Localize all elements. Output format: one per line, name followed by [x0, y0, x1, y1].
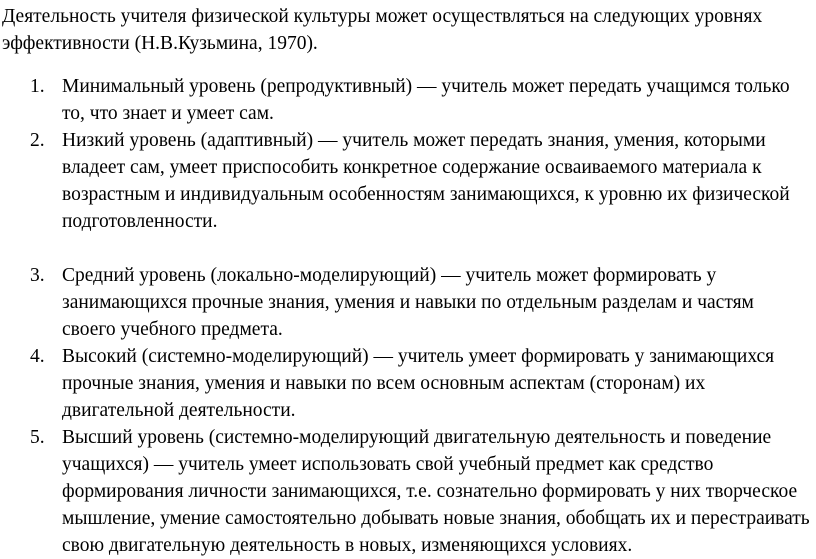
list-item-text: Высокий (системно-моделирующий) — учитель умеет формировать у занимающихся прочные знания, умения и навыки по всем основным аспектам (сторонам) их двигательной деятельности. [62, 346, 775, 421]
list-item-text: Средний уровень (локально-моделирующий) — учитель может формировать у занимающихся прочные знания, умения и навыки по отдельным разделам и частям своего учебного предмета. [62, 265, 754, 340]
efficiency-levels-list [0, 73, 812, 559]
list-item-number: 2. [30, 130, 45, 151]
list-item-number: 4. [30, 346, 45, 367]
list-item-text: Минимальный уровень (репродуктивный) — учитель может передать учащимся только то, что знает и умеет сам. [62, 76, 790, 124]
intro-paragraph: Деятельность учителя физической культуры может осуществляться на следующих уровнях эффективности (Н.В.Кузьмина, 1970). [2, 6, 763, 54]
list-item-text: Низкий уровень (адаптивный) — учитель может передать знания, умения, которыми владеет сам, умеет приспособить конкретное содержание осваиваемого материала к возрастным и индивидуальным особенностям занимающихся, к уровню их физической подготовленности. [62, 130, 790, 232]
list-item-number: 5. [30, 427, 45, 448]
list-item-number: 3. [30, 265, 45, 286]
list-item-level-3 [0, 262, 812, 343]
list-item-level-1 [0, 73, 812, 127]
list-item-number: 1. [30, 76, 45, 97]
list-item-text: Высший уровень (системно-моделирующий двигательную деятельность и поведение учащихся) — учитель умеет использовать свой учебный предмет как средство формирования личности занимающихся, т.е. сознательно формировать у них творческое мышление, умение самостоятельно добывать новые знания, обобщать их и перестраивать свою двигательную деятельность в новых, изменяющихся условиях. [62, 427, 810, 556]
list-item-level-5 [0, 424, 812, 559]
list-item-level-4 [0, 343, 812, 424]
list-item-level-2 [0, 127, 812, 235]
list-spacer [0, 235, 812, 262]
